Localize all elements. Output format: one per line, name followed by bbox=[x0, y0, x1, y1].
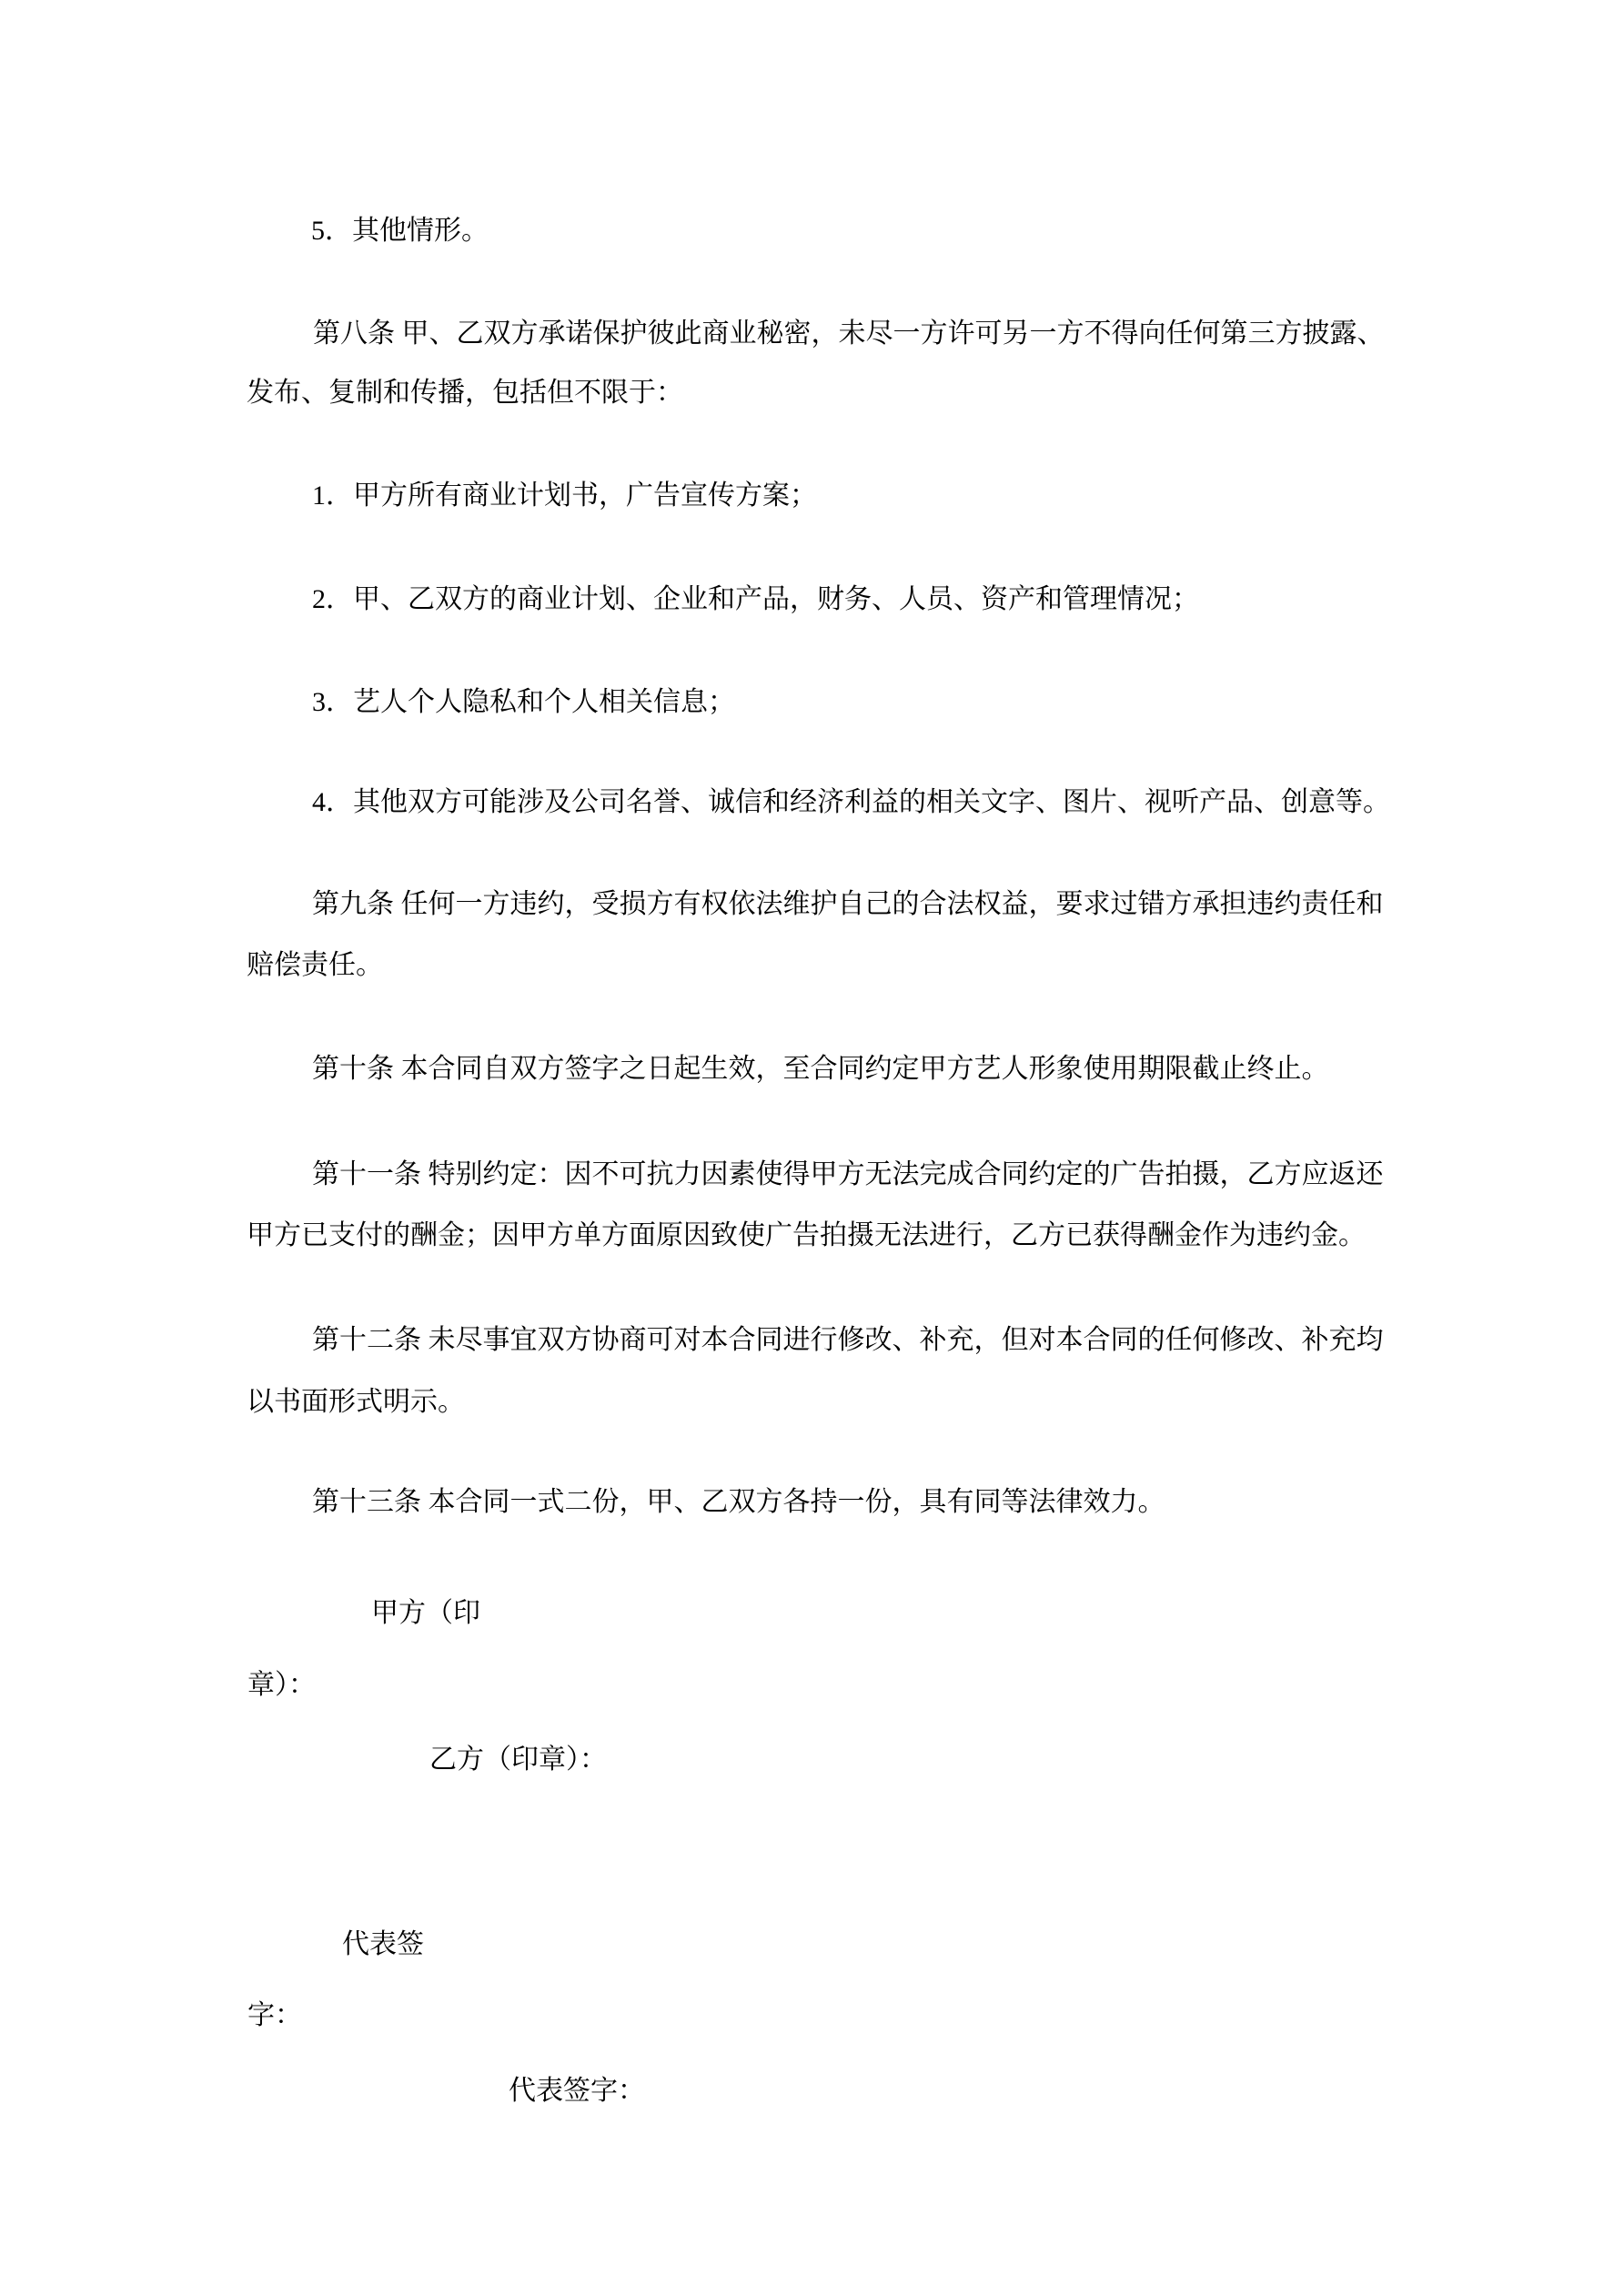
clause-8-line-2: 发布、复制和传播，包括但不限于： bbox=[247, 378, 683, 408]
clause-12-line-2: 以书面形式明示。 bbox=[247, 1387, 465, 1417]
clause-11-line-1: 第十一条 特别约定：因不可抗力因素使得甲方无法完成合同约定的广告拍摄，乙方应返还 bbox=[312, 1159, 1384, 1189]
clause-11-line-2: 甲方已支付的酬金；因甲方单方面原因致使广告拍摄无法进行，乙方已获得酬金作为违约金。 bbox=[247, 1220, 1366, 1250]
clause-10-line-1: 第十条 本合同自双方签字之日起生效，至合同约定甲方艺人形象使用期限截止终止。 bbox=[312, 1054, 1329, 1084]
party-a-representative-signature-label-line-2: 字： bbox=[247, 2000, 302, 2030]
confidential-item-4: 4．其他双方可能涉及公司名誉、诚信和经济利益的相关文字、图片、视听产品、创意等。 bbox=[312, 787, 1390, 817]
confidential-item-1: 1．甲方所有商业计划书，广告宣传方案； bbox=[312, 480, 817, 511]
clause-12-line-1: 第十二条 未尽事宜双方协商可对本合同进行修改、补充，但对本合同的任何修改、补充均 bbox=[312, 1325, 1384, 1355]
clause-8-line-1: 第八条 甲、乙双方承诺保护彼此商业秘密，未尽一方许可另一方不得向任何第三方披露、 bbox=[313, 319, 1385, 349]
list-item-5-other: 5．其他情形。 bbox=[311, 216, 489, 246]
party-a-seal-label-line-1: 甲方（印 bbox=[371, 1598, 480, 1628]
party-b-representative-signature-label: 代表签字： bbox=[509, 2076, 645, 2106]
clause-9-line-2: 赔偿责任。 bbox=[247, 950, 383, 980]
party-b-seal-label: 乙方（印章）： bbox=[429, 1745, 607, 1775]
party-a-seal-label-line-2: 章）： bbox=[247, 1670, 316, 1700]
confidential-item-2: 2．甲、乙双方的商业计划、企业和产品，财务、人员、资产和管理情况； bbox=[312, 584, 1199, 614]
clause-9-line-1: 第九条 任何一方违约，受损方有权依法维护自己的合法权益，要求过错方承担违约责任和 bbox=[312, 889, 1384, 919]
clause-13-line-1: 第十三条 本合同一式二份，甲、乙双方各持一份，具有同等法律效力。 bbox=[312, 1487, 1165, 1517]
confidential-item-3: 3．艺人个人隐私和个人相关信息； bbox=[312, 687, 735, 717]
party-a-representative-signature-label-line-1: 代表签 bbox=[342, 1929, 424, 1959]
